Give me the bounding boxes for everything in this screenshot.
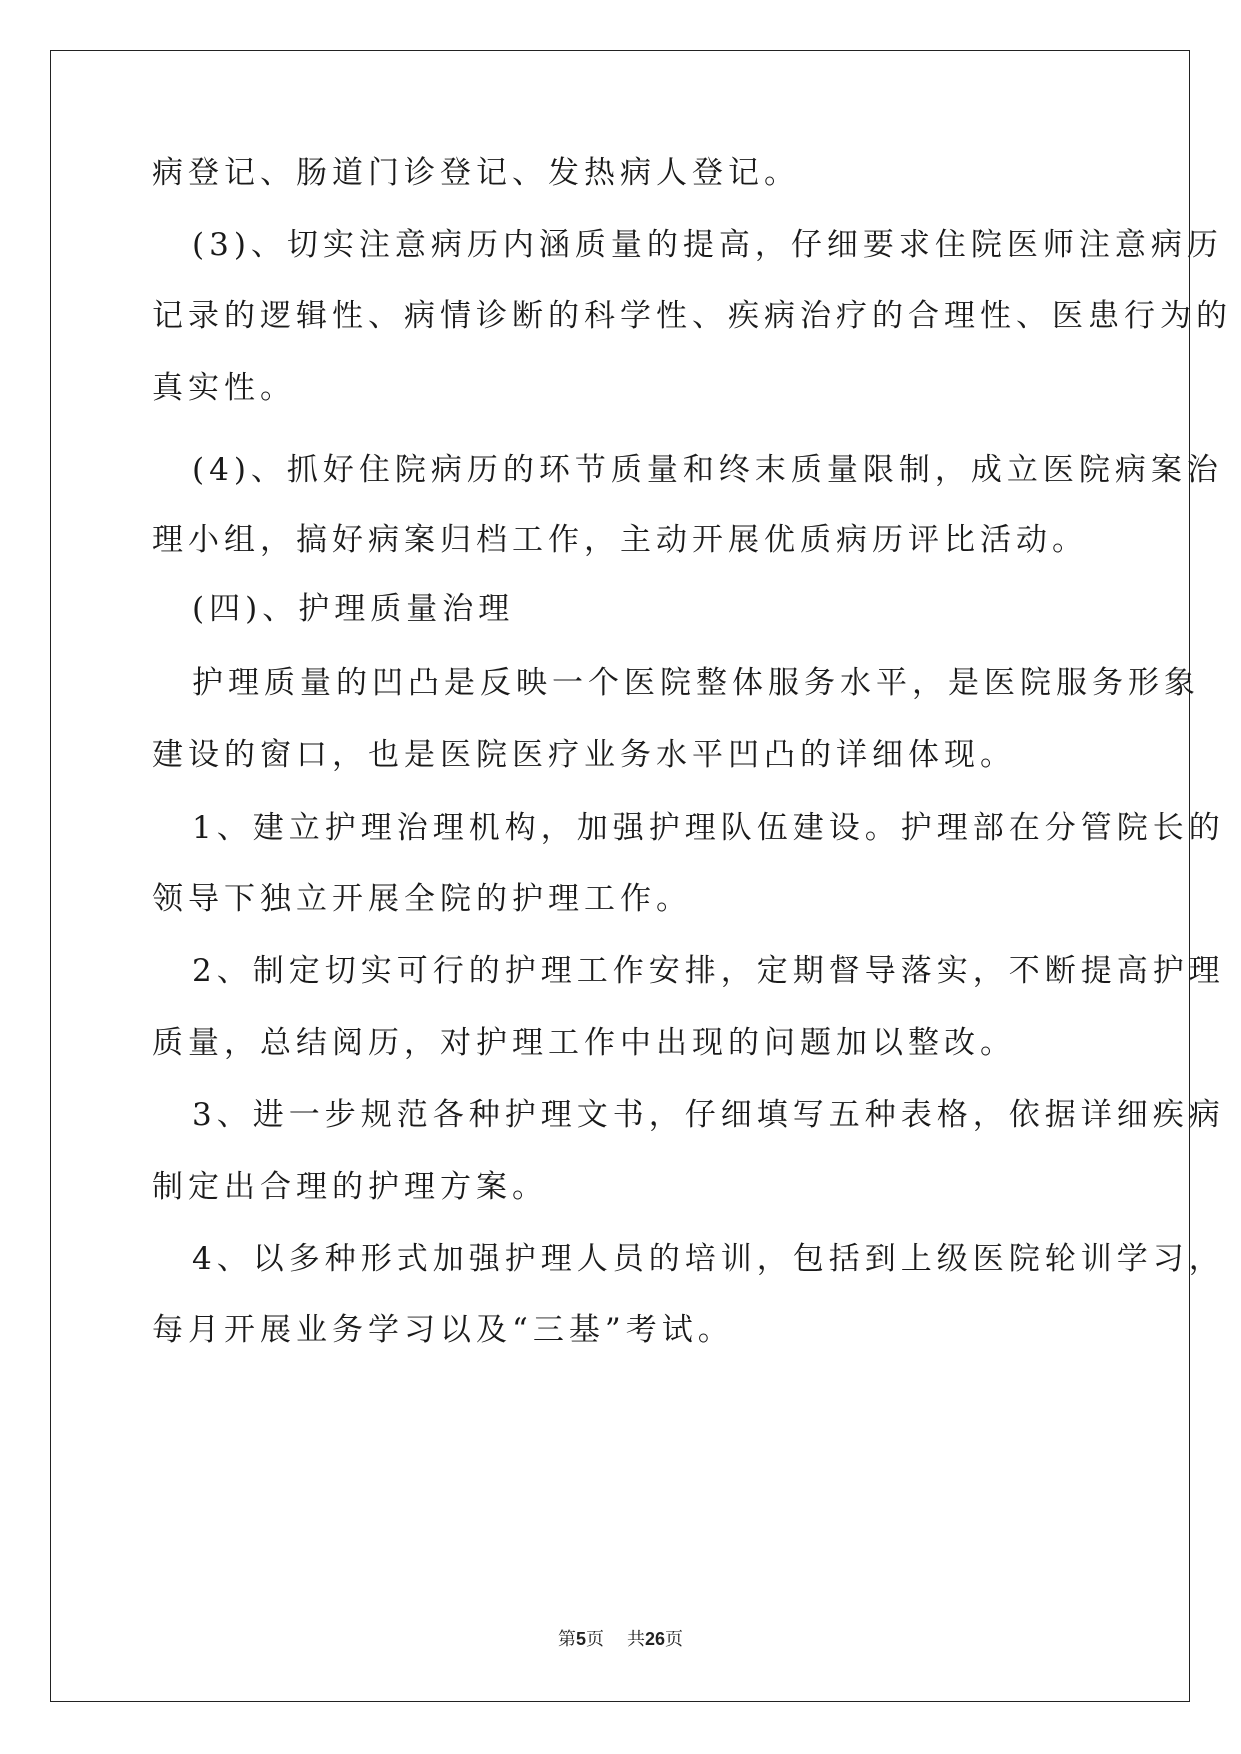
page-number: 5 bbox=[576, 1629, 587, 1649]
text-line-13: 质量，总结阅历，对护理工作中出现的问题加以整改。 bbox=[152, 1025, 1016, 1061]
text-line-10: 1、建立护理治理机构，加强护理队伍建设。护理部在分管院长的 bbox=[192, 810, 1225, 846]
text-line-8: 护理质量的凹凸是反映一个医院整体服务水平，是医院服务形象 bbox=[192, 665, 1200, 701]
text-line-4: 真实性。 bbox=[152, 370, 296, 406]
page-suffix: 页 bbox=[586, 1629, 605, 1650]
text-line-14: 3、进一步规范各种护理文书，仔细填写五种表格，依据详细疾病 bbox=[192, 1097, 1225, 1133]
total-suffix: 页 bbox=[664, 1629, 683, 1650]
text-line-16: 4、以多种形式加强护理人员的培训，包括到上级医院轮训学习， bbox=[192, 1241, 1225, 1277]
text-line-6: 理小组，搞好病案归档工作，主动开展优质病历评比活动。 bbox=[152, 522, 1088, 558]
page-prefix: 第 bbox=[558, 1629, 577, 1650]
total-prefix: 共 bbox=[626, 1629, 645, 1650]
text-line-3: 记录的逻辑性、病情诊断的科学性、疾病治疗的合理性、医患行为的 bbox=[152, 298, 1232, 334]
text-line-5: (4)、抓好住院病历的环节质量和终末质量限制，成立医院病案治 bbox=[192, 452, 1223, 488]
page-footer bbox=[0, 1627, 1241, 1652]
total-pages: 26 bbox=[644, 1629, 665, 1649]
text-line-11: 领导下独立开展全院的护理工作。 bbox=[152, 881, 692, 917]
text-line-9: 建设的窗口，也是医院医疗业务水平凹凸的详细体现。 bbox=[152, 737, 1016, 773]
section-heading: (四)、护理质量治理 bbox=[192, 591, 515, 627]
text-line-12: 2、制定切实可行的护理工作安排，定期督导落实，不断提高护理 bbox=[192, 953, 1225, 989]
text-line-15: 制定出合理的护理方案。 bbox=[152, 1169, 548, 1205]
text-line-1: 病登记、肠道门诊登记、发热病人登记。 bbox=[152, 155, 800, 191]
text-line-17: 每月开展业务学习以及“三基”考试。 bbox=[152, 1312, 734, 1348]
text-line-2: (3)、切实注意病历内涵质量的提高，仔细要求住院医师注意病历 bbox=[192, 227, 1223, 263]
